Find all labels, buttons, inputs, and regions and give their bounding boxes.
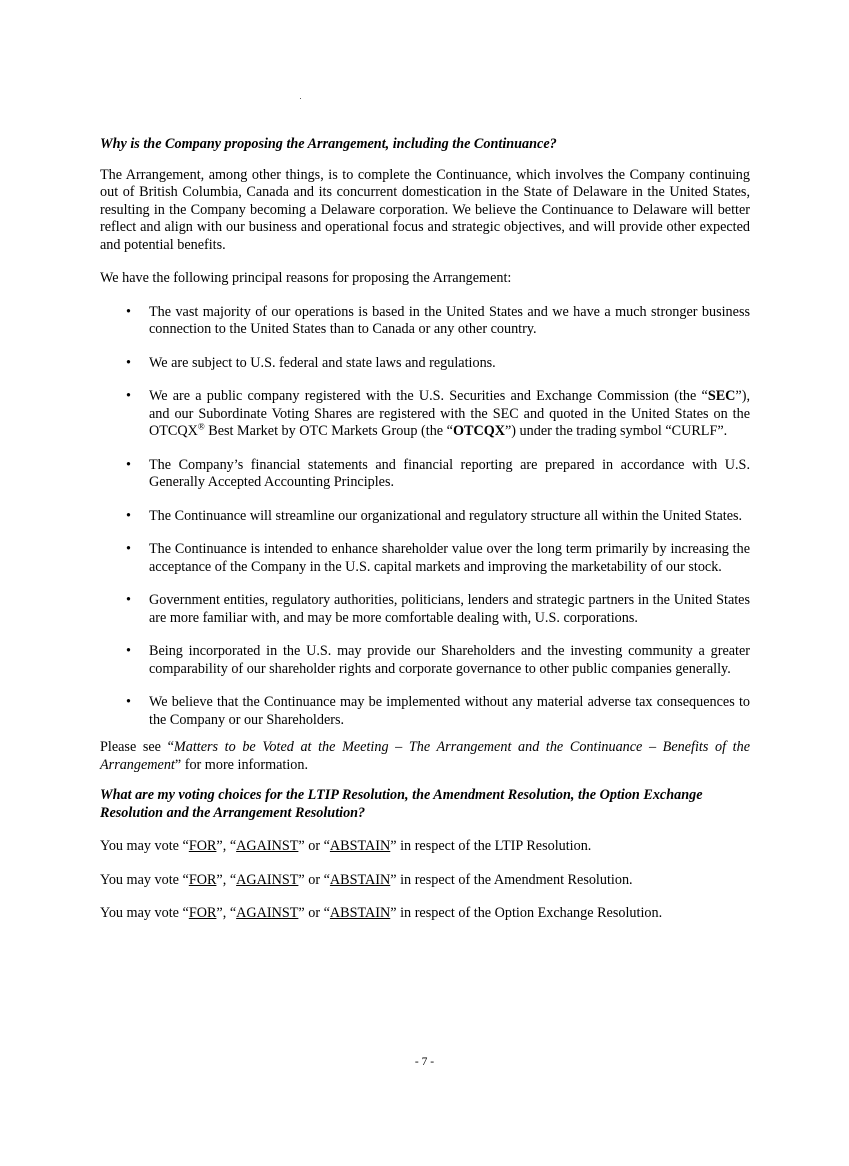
otcqx-term: OTCQX (452, 423, 505, 439)
vote-abstain: ABSTAIN (329, 905, 391, 921)
list-item: • The Continuance is intended to enhance shareholder value over the long term primarily by increasing the acceptance of the Company in the U.S. capital markets and improving the marketability of our stock. (126, 541, 750, 575)
reasons-list (100, 304, 750, 730)
list-item: • We believe that the Continuance may be implemented without any material adverse tax consequences to the Company or our Shareholders. (126, 694, 750, 728)
vote-line-option-exchange: You may vote “FOR”, “AGAINST” or “ABSTAIN” in respect of the Option Exchange Resolution. (100, 905, 663, 921)
vote-for: FOR (188, 905, 217, 921)
list-item: • Government entities, regulatory authorities, politicians, lenders and strategic partners in the United States are more familiar with, and may be more comfortable dealing with, U.S. corporations. (126, 592, 750, 626)
bullet-glyph: • (126, 643, 131, 659)
registered-mark: ® (197, 421, 205, 432)
list-item: • The Company’s financial statements and financial reporting are prepared in accordance with U.S. Generally Accepted Accounting Principles. (126, 456, 750, 490)
bullet-glyph: • (126, 541, 131, 557)
bullet-glyph: • (126, 592, 131, 608)
list-item: • We are a public company registered with the U.S. Securities and Exchange Commission (the “SEC”), and our Subordinate Voting Shares are registered with the SEC and quoted in the United States on the OTCQX® Best Market by OTC Markets Group (the “OTCQX”) under the trading symbol “CURLF”. (126, 388, 750, 439)
paragraph-arrangement-overview: The Arrangement, among other things, is to complete the Continuance, which involves the Company continuing out of British Columbia, Canada and its concurrent domestication in the State of Delaware in the United States, resulting in the Company becoming a Delaware corporation. We believe the Continuance to Delaware will better reflect and align with our business and operational focus and strategic objectives, and will provide other expected and potential benefits. (100, 166, 750, 253)
list-item: • The Continuance will streamline our organizational and regulatory structure all within the United States. (126, 507, 743, 524)
vote-against: AGAINST (236, 871, 299, 888)
question-heading-voting-choices: What are my voting choices for the LTIP Resolution, the Amendment Resolution, the Option Exchange Resolution and the Arrangement Resolution? (100, 787, 703, 821)
paragraph-principal-reasons: We have the following principal reasons for proposing the Arrangement: (100, 270, 512, 286)
bullet-glyph: • (126, 303, 131, 320)
question-heading-arrangement: Why is the Company proposing the Arrangement, including the Continuance? (100, 136, 557, 152)
paragraph-see-also: Please see “Matters to be Voted at the Meeting – The Arrangement and the Continuance – Benefits of the Arrangement” for more information. (100, 739, 750, 773)
list-item: • The vast majority of our operations is based in the United States and we have a much stronger business connection to the United States than to Canada or any other country. (126, 303, 750, 337)
list-item: • We are subject to U.S. federal and state laws and regulations. (126, 354, 496, 371)
list-item: • Being incorporated in the U.S. may provide our Shareholders and the investing community a greater comparability of our shareholder rights and corporate governance to other public companies generally. (126, 643, 750, 677)
vote-for: FOR (188, 871, 217, 888)
vote-against: AGAINST (236, 838, 299, 854)
stray-mark (300, 98, 301, 99)
sec-term: SEC (707, 388, 736, 404)
vote-abstain: ABSTAIN (329, 838, 391, 854)
bullet-glyph: • (126, 354, 131, 371)
vote-line-ltip: You may vote “FOR”, “AGAINST” or “ABSTAIN” in respect of the LTIP Resolution. (100, 838, 592, 854)
vote-abstain: ABSTAIN (329, 871, 391, 888)
bullet-glyph: • (126, 456, 131, 473)
page-number: - 7 - (414, 1056, 435, 1068)
cross-reference: Matters to be Voted at the Meeting – The Arrangement and the Continuance – Benefits of the Arrangement (100, 739, 750, 773)
vote-for: FOR (188, 838, 217, 854)
bullet-glyph: • (126, 694, 131, 710)
vote-line-amendment: You may vote “FOR”, “AGAINST” or “ABSTAIN” in respect of the Amendment Resolution. (100, 871, 633, 888)
bullet-glyph: • (126, 507, 131, 524)
page-content (100, 136, 750, 939)
bullet-glyph: • (126, 388, 131, 404)
vote-against: AGAINST (236, 905, 299, 921)
